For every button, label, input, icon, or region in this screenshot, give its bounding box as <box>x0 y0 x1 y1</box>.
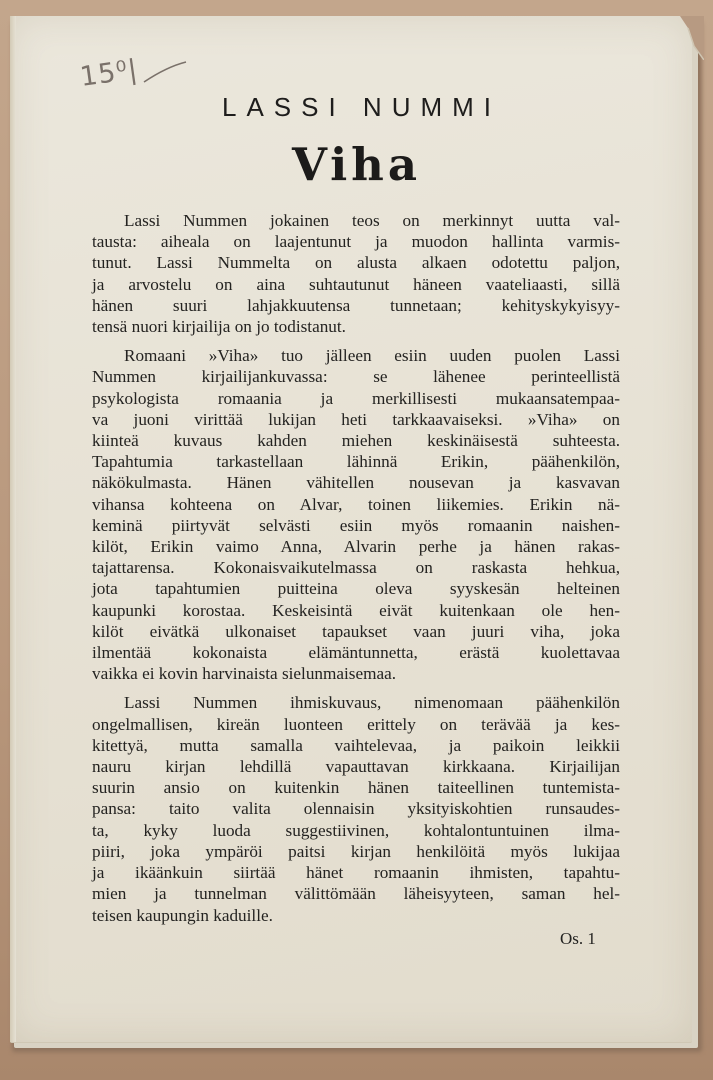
printing-signature: Os. 1 <box>560 929 596 948</box>
blurb-text <box>92 210 620 934</box>
text-line: teisen kaupungin kaduille. <box>92 905 273 925</box>
text-line: ja ikäänkuin siirtää hänet romaanin ihmisten, tapahtu- <box>92 863 620 883</box>
handwritten-price-note: 15⁰| <box>78 54 141 93</box>
text-line: Tapahtumia tarkastellaan lähinnä Erikin, päähenkilön, <box>92 452 620 472</box>
text-line: vihansa kohteena on Alvar, toinen liikemies. Erikin nä- <box>92 494 620 514</box>
text-line: tajattarensa. Kokonaisvaikutelmassa on raskasta hehkua, <box>92 558 620 578</box>
text-line: kitettyä, mutta samalla vaihtelevaa, ja paikoin leikkii <box>92 735 620 755</box>
text-line: vaikka ei kovin harvinaista sielunmaisemaa. <box>92 664 397 684</box>
text-line: pansa: taito valita olennaisin yksityiskohtien runsaudes- <box>92 799 620 819</box>
book-title: Viha <box>291 138 422 191</box>
text-line: jota tapahtumien puitteina oleva syyskesän helteinen <box>92 579 620 599</box>
text-line: ilmentää kokonaista elämäntunnetta, erästä kuolettavaa <box>92 643 620 663</box>
text-line: ongelmallisen, kireän luonteen erittely on terävää ja kes- <box>92 714 620 734</box>
text-line: kaupunki korostaa. Keskeisintä eivät kuitenkaan ole hen- <box>92 600 620 620</box>
text-line: Lassi Nummen jokainen teos on merkinnyt uutta val- <box>124 211 620 230</box>
text-line: kiinteä kuvaus kahden miehen keskinäisestä suhteesta. <box>92 431 620 451</box>
text-line: psykologista romaania ja merkillisesti mukaansatempaa- <box>92 388 620 408</box>
text-line: tausta: aiheala on laajentunut ja muodon hallinta varmis- <box>92 232 620 252</box>
text-line: ja arvostelu on aina suhtautunut häneen vaateliaasti, sillä <box>92 274 620 294</box>
text-line: suurin ansio on kuitenkin hänen taiteellinen tuntemista- <box>92 778 620 798</box>
text-line: nauru kirjan lehdillä vapauttavan kirkkaana. Kirjailijan <box>92 757 620 777</box>
handwritten-stroke-icon <box>140 56 188 86</box>
text-line: tunut. Lassi Nummelta on alusta alkaen odotettu paljon, <box>92 253 620 273</box>
text-line: ta, kyky luoda suggestiivinen, kohtalontuntuinen ilma- <box>92 820 620 840</box>
torn-corner-icon <box>680 16 704 60</box>
text-line: piiri, joka ympäröi paitsi kirjan henkilöitä myös lukijaa <box>92 841 620 861</box>
blurb-paragraph-2 <box>92 345 620 684</box>
text-line: keminä piirtyvät selvästi esiin myös romaanin naishen- <box>92 515 620 535</box>
text-line: mien ja tunnelman välittömään läheisyyteen, saman hel- <box>92 884 620 904</box>
text-line: kilöt eivätkä ulkonaiset tapaukset vaan juuri viha, joka <box>92 621 620 641</box>
blurb-paragraph-1 <box>92 210 620 337</box>
text-line: Nummen kirjailijankuvassa: se lähenee perinteellistä <box>92 367 620 387</box>
text-line: Romaani »Viha» tuo jälleen esiin uuden puolen Lassi <box>124 346 620 366</box>
text-line: Lassi Nummen ihmiskuvaus, nimenomaan päähenkilön <box>124 693 620 713</box>
text-line: näkökulmasta. Hänen vähitellen nousevan ja kasvavan <box>92 473 620 493</box>
text-line: hänen suuri lahjakkuutensa tunnetaan; kehityskykyisyy- <box>92 295 620 315</box>
text-line: va juoni virittää lukijan heti tarkkaavaiseksi. »Viha» on <box>92 409 620 429</box>
text-line: tensä nuori kirjailija on jo todistanut. <box>92 317 346 337</box>
text-line: kilöt, Erikin vaimo Anna, Alvarin perhe ja hänen rakas- <box>92 537 620 557</box>
author-name: LASSI NUMMI <box>221 92 502 122</box>
blurb-paragraph-3 <box>92 692 620 925</box>
